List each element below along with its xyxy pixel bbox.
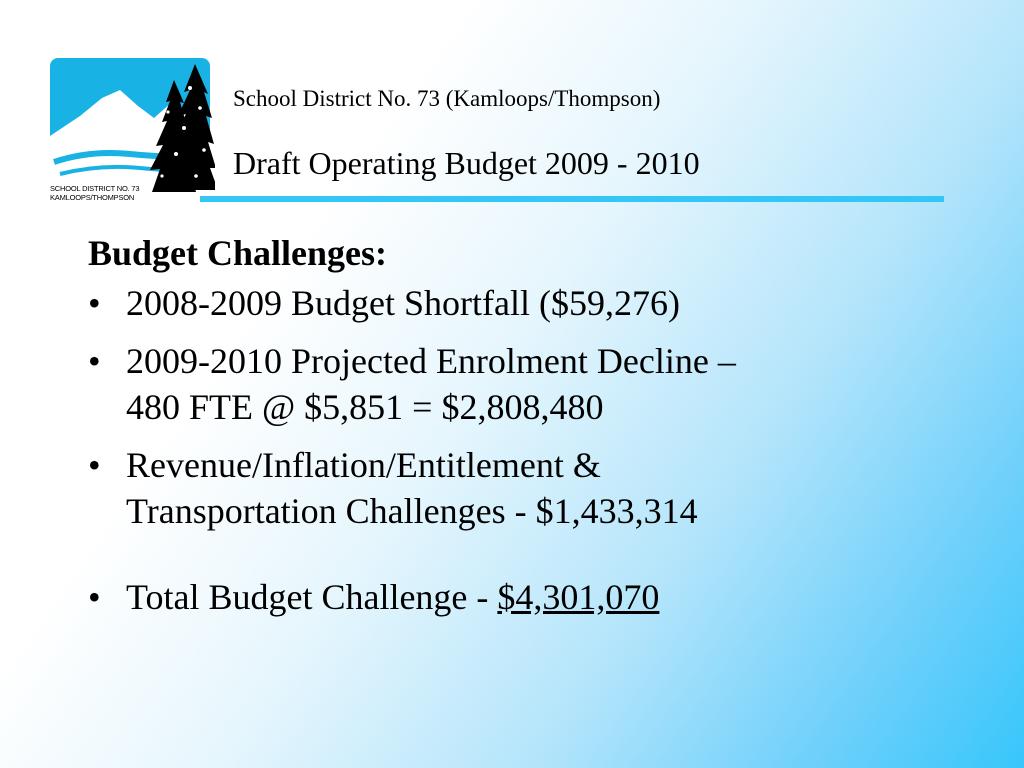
bullet-icon: • [88,283,101,323]
list-item-revenue [88,442,948,534]
logo-caption-line1: SCHOOL DISTRICT NO. 73 [50,184,140,193]
list-item-text-line2: 480 FTE @ $5,851 = $2,808,480 [126,387,604,427]
logo-caption-line2: KAMLOOPS/THOMPSON [50,193,135,202]
bullet-icon: • [88,577,101,617]
list-item-shortfall [88,280,948,326]
list-item-text: 2008-2009 Budget Shortfall ($59,276) [126,283,680,323]
list-item-enrolment [88,338,948,430]
slide-title: Draft Operating Budget 2009 - 2010 [233,145,700,181]
header-divider [200,196,944,202]
logo-caption [50,184,160,202]
bullet-icon: • [88,445,101,485]
bullet-list [88,280,948,620]
bullet-icon: • [88,341,101,381]
list-item-total [88,574,948,620]
slide-content [88,228,948,632]
list-item-text-line2: Transportation Challenges - $1,433,314 [126,491,698,531]
list-item-text: Revenue/Inflation/Entitlement & [126,445,601,485]
total-label: Total Budget Challenge - [126,577,498,617]
list-item-text: 2009-2010 Projected Enrolment Decline – [126,341,736,381]
district-title: School District No. 73 (Kamloops/Thompson) [233,86,661,111]
section-heading: Budget Challenges: [88,233,388,273]
total-value: $4,301,070 [497,577,660,617]
